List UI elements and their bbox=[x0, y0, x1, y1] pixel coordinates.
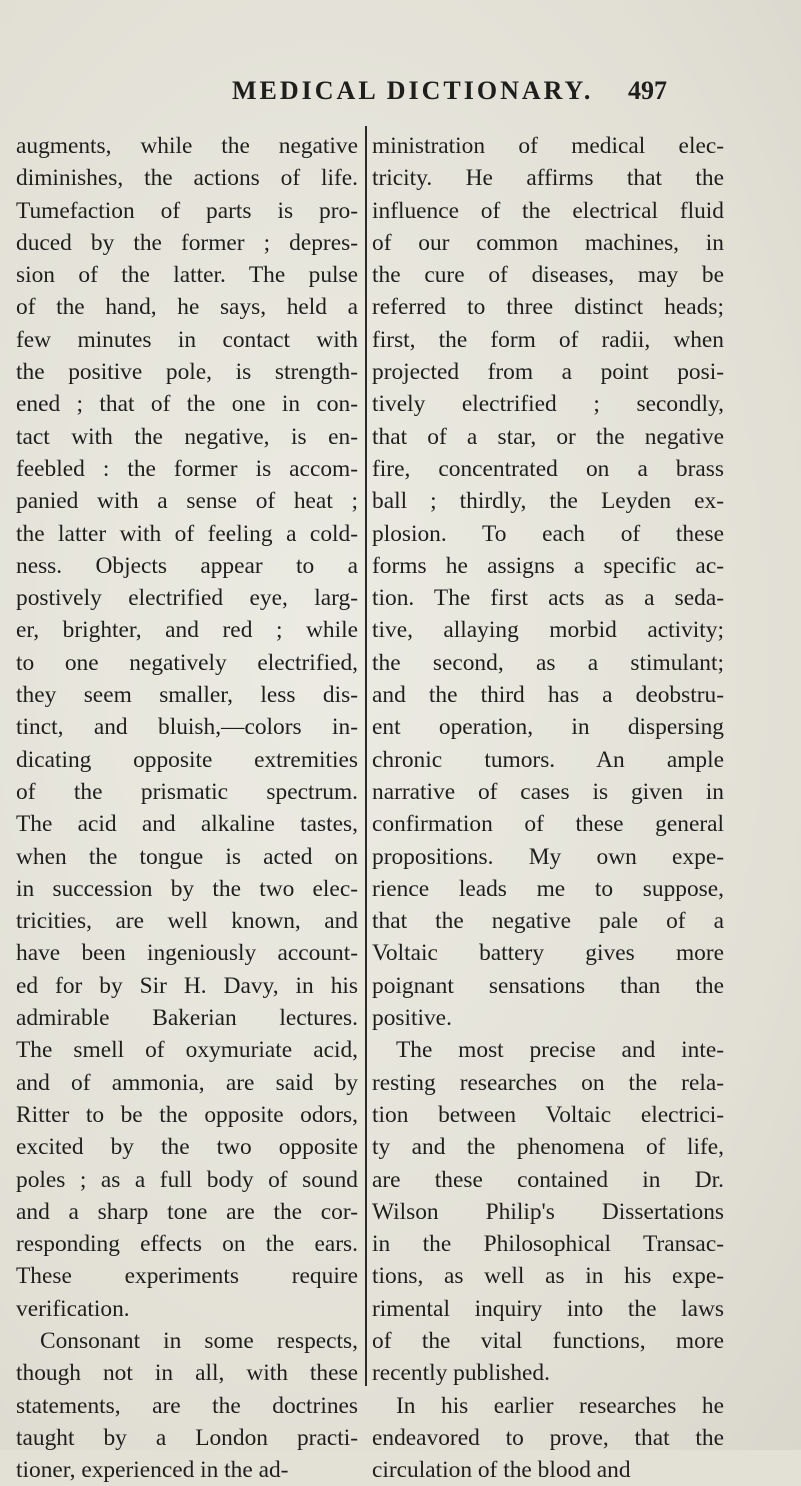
text-line: of the vital functions, more bbox=[372, 1327, 724, 1354]
text-line: though not in all, with these bbox=[16, 1360, 358, 1387]
right-column bbox=[372, 130, 724, 1486]
text-line: narrative of cases is given in bbox=[372, 778, 724, 805]
text-line: ball ; thirdly, the Leyden ex- bbox=[372, 488, 724, 515]
text-line: forms he assigns a specific ac- bbox=[372, 552, 724, 579]
text-line: rience leads me to suppose, bbox=[372, 875, 724, 902]
text-line: in succession by the two elec- bbox=[16, 875, 358, 902]
text-line: recently published. bbox=[372, 1360, 550, 1387]
text-line: panied with a sense of heat ; bbox=[16, 488, 358, 515]
text-line: resting researches on the rela- bbox=[372, 1069, 724, 1096]
text-line: have been ingeniously account- bbox=[16, 940, 358, 967]
running-title: MEDICAL DICTIONARY. bbox=[232, 76, 594, 105]
text-line: tinct, and bluish,—colors in- bbox=[16, 714, 358, 741]
text-line: Wilson Philip's Dissertations bbox=[372, 1198, 724, 1225]
text-line: ness. Objects appear to a bbox=[16, 552, 358, 579]
text-line: positive. bbox=[372, 1005, 452, 1032]
text-line: first, the form of radii, when bbox=[372, 326, 724, 353]
text-line: Tumefaction of parts is pro- bbox=[16, 197, 358, 224]
text-line: chronic tumors. An ample bbox=[372, 746, 724, 773]
text-line: that of a star, or the negative bbox=[372, 423, 724, 450]
text-line: postively electrified eye, larg- bbox=[16, 585, 358, 612]
text-line: tion. The first acts as a seda- bbox=[372, 585, 724, 612]
page-number: 497 bbox=[628, 76, 667, 105]
text-line: and the third has a deobstru- bbox=[372, 682, 724, 709]
text-line: tioner, experienced in the ad- bbox=[16, 1457, 289, 1484]
text-line: the second, as a stimulant; bbox=[372, 649, 724, 676]
text-line: to one negatively electrified, bbox=[16, 649, 358, 676]
text-line: and a sharp tone are the cor- bbox=[16, 1198, 358, 1225]
text-line: endeavored to prove, that the bbox=[372, 1424, 724, 1451]
text-line: feebled : the former is accom- bbox=[16, 455, 358, 482]
text-line: er, brighter, and red ; while bbox=[16, 617, 358, 644]
text-line: diminishes, the actions of life. bbox=[16, 165, 358, 192]
text-line: they seem smaller, less dis- bbox=[16, 682, 358, 709]
text-line: ministration of medical elec- bbox=[372, 133, 724, 159]
text-line: propositions. My own expe- bbox=[372, 843, 724, 870]
text-line: dicating opposite extremities bbox=[16, 746, 358, 773]
text-line: are these contained in Dr. bbox=[372, 1166, 724, 1193]
text-line: The most precise and inte- bbox=[396, 1037, 724, 1064]
text-line: poignant sensations than the bbox=[372, 972, 724, 999]
text-line: when the tongue is acted on bbox=[16, 843, 358, 870]
text-line: Voltaic battery gives more bbox=[372, 940, 724, 967]
text-line: in the Philosophical Transac- bbox=[372, 1231, 724, 1258]
text-line: admirable Bakerian lectures. bbox=[16, 1005, 358, 1032]
text-line: statements, are the doctrines bbox=[16, 1392, 358, 1419]
text-line: ty and the phenomena of life, bbox=[372, 1134, 724, 1161]
text-line: of the hand, he says, held a bbox=[16, 294, 358, 321]
text-line: responding effects on the ears. bbox=[16, 1231, 358, 1258]
text-line: of the prismatic spectrum. bbox=[16, 778, 358, 805]
text-line: few minutes in contact with bbox=[16, 326, 358, 353]
text-line: poles ; as a full body of sound bbox=[16, 1166, 358, 1193]
text-line: the latter with of feeling a cold- bbox=[16, 520, 358, 547]
text-line: ent operation, in dispersing bbox=[372, 714, 724, 741]
text-line: sion of the latter. The pulse bbox=[16, 262, 358, 289]
text-line: The smell of oxymuriate acid, bbox=[16, 1037, 358, 1064]
text-line: plosion. To each of these bbox=[372, 520, 724, 547]
text-line: tions, as well as in his expe- bbox=[372, 1263, 724, 1290]
text-line: and of ammonia, are said by bbox=[16, 1069, 358, 1096]
text-line: Ritter to be the opposite odors, bbox=[16, 1101, 358, 1128]
text-line: tively electrified ; secondly, bbox=[372, 391, 724, 418]
text-line: Consonant in some respects, bbox=[40, 1327, 358, 1354]
text-line: ened ; that of the one in con- bbox=[16, 391, 358, 418]
text-line: In his earlier researches he bbox=[396, 1392, 724, 1419]
text-line: rimental inquiry into the laws bbox=[372, 1295, 724, 1322]
text-line: referred to three distinct heads; bbox=[372, 294, 724, 321]
text-line: tricity. He affirms that the bbox=[372, 165, 724, 192]
left-column bbox=[16, 130, 358, 1486]
text-line: augments, while the negative bbox=[16, 133, 358, 159]
text-line: ed for by Sir H. Davy, in his bbox=[16, 972, 358, 999]
text-line: influence of the electrical fluid bbox=[372, 197, 724, 224]
text-line: the cure of diseases, may be bbox=[372, 262, 724, 289]
text-line: verification. bbox=[16, 1295, 130, 1322]
column-divider bbox=[365, 126, 367, 1386]
text-line: tricities, are well known, and bbox=[16, 908, 358, 935]
text-line: duced by the former ; depres- bbox=[16, 229, 358, 256]
page-header bbox=[0, 76, 801, 116]
text-line: tact with the negative, is en- bbox=[16, 423, 358, 450]
text-line: taught by a London practi- bbox=[16, 1424, 358, 1451]
text-line: The acid and alkaline tastes, bbox=[16, 811, 358, 838]
text-line: circulation of the blood and bbox=[372, 1457, 631, 1484]
text-line: excited by the two opposite bbox=[16, 1134, 358, 1161]
text-line: the positive pole, is strength- bbox=[16, 359, 358, 386]
text-line: fire, concentrated on a brass bbox=[372, 455, 724, 482]
text-line: confirmation of these general bbox=[372, 811, 724, 838]
text-line: that the negative pale of a bbox=[372, 908, 724, 935]
text-line: These experiments require bbox=[16, 1263, 358, 1290]
text-line: tive, allaying morbid activity; bbox=[372, 617, 724, 644]
text-line: tion between Voltaic electrici- bbox=[372, 1101, 724, 1128]
text-line: of our common machines, in bbox=[372, 229, 724, 256]
text-line: projected from a point posi- bbox=[372, 359, 724, 386]
